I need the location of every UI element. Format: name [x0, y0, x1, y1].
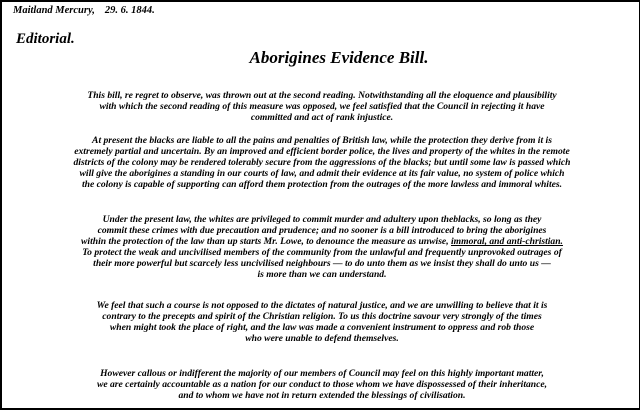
article-title: Aborigines Evidence Bill.	[249, 48, 429, 67]
paragraph-1	[2, 90, 640, 123]
publication-name: Maitland Mercury,	[13, 5, 95, 16]
publication-date: 29. 6. 1844.	[104, 5, 155, 16]
paragraph-line: extremely partial and uncertain. By an improved and efficient border police, the lives and property of the whites in the remote	[74, 146, 570, 157]
paragraph-line: commit these crimes with due precaution and prudence; and no sooner is a bill introduced to bring the aborigines	[97, 225, 547, 236]
paragraph-line: is more than we can understand.	[257, 269, 387, 280]
paragraph-line: when might took the place of right, and the law was made a convenient instrument to oppress and rob those	[109, 322, 535, 333]
paragraph-line: At present the blacks are liable to all the pains and penalties of British law, while the protection they derive from it is	[92, 135, 552, 146]
paragraph-line: Under the present law, the whites are privileged to commit murder and adultery upon theblacks, so long as they	[102, 214, 542, 225]
paragraph-2	[2, 135, 640, 190]
paragraph-line: who were unable to defend themselves.	[245, 333, 399, 344]
paragraph-line: their more powerful but scarcely less uncivilised neighbours — to do unto them as we insist they shall do unto us —	[93, 258, 551, 269]
underlined-phrase: immoral, and anti-christian.	[451, 236, 563, 247]
paragraph-line: However callous or indifferent the majority of our members of Council may feel on this highly important matter,	[100, 368, 544, 379]
paragraph-line: and to whom we have not in return extended the blessings of civilisation.	[178, 390, 466, 401]
paragraph-line: To protect the weak and uncivilised members of the community from the unlawful and frequently unprovoked outrages of	[82, 247, 562, 258]
paragraph-line	[2, 236, 640, 247]
paragraph-4	[2, 300, 640, 344]
section-heading: Editorial.	[16, 31, 75, 47]
paragraph-line: we are certainly accountable as a nation for our conduct to those whom we have dispossessed of their inheritance,	[96, 379, 548, 390]
paragraph-line: districts of the colony may be rendered tolerably secure from the aggressions of the blacks; but until some law is passed which	[73, 157, 571, 168]
paragraph-line: contrary to the precepts and spirit of the Christian religion. To us this doctrine savour very strongly of the times	[102, 311, 542, 322]
paragraph-line: the colony is capable of supporting can afford them protection from the outrages of the more lawless and immoral whites.	[81, 179, 563, 190]
paragraph-line: committed and act of rank injustice.	[250, 112, 394, 123]
paragraph-line: We feel that such a course is not opposed to the dictates of natural justice, and we are unwilling to believe that it is	[96, 300, 548, 311]
dateline	[13, 5, 155, 16]
paragraph-line: This bill, re regret to observe, was thrown out at the second reading. Notwithstanding all the eloquence and plausibility	[87, 90, 557, 101]
paragraph-line: will give the aborigines a standing in our courts of law, and admit their evidence at its fair value, no system of police which	[79, 168, 565, 179]
paragraph-line: with which the second reading of this measure was opposed, we feel satisfied that the Council in rejecting it have	[99, 101, 545, 112]
paragraph-3	[2, 214, 640, 280]
paragraph-5	[2, 368, 640, 401]
line-text: within the protection of the law than up starts Mr. Lowe, to denounce the measure as unwise,	[81, 236, 449, 247]
